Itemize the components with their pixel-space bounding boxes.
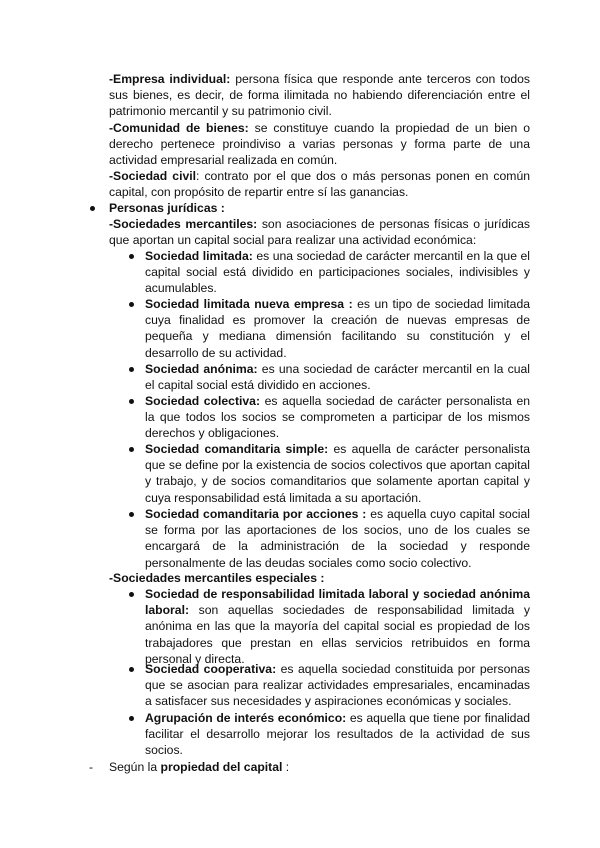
paragraph-propiedad-capital: Según la propiedad del capital : — [109, 760, 290, 774]
bullet-icon — [129, 399, 134, 404]
bullet-icon — [129, 447, 134, 452]
heading-personas-juridicas: Personas jurídicas : — [109, 201, 225, 215]
paragraph-sociedades-mercantiles: -Sociedades mercantiles: son asociaciones de personas físicas o jurídicas que aportan un capital social para realizar una actividad económica: — [109, 217, 530, 248]
list-item-sociedad-comanditaria-acciones: Sociedad comanditaria por acciones : es aquella cuyo capital social se forma por las aportaciones de los socios, uno de los cuales se encargará de la administración de la sociedad y responde personalmente de las deudas sociales como socio colectivo. — [145, 507, 530, 570]
list-item-sociedad-anonima: Sociedad anónima: es una sociedad de carácter mercantil en la cual el capital social está dividido en acciones. — [145, 362, 530, 393]
paragraph-empresa-individual: -Empresa individual: persona física que responde ante terceros con todos sus bienes, es decir, de forma ilimitada no habiendo diferenciación entre el patrimonio mercantil y su patrimonio civil. — [109, 72, 530, 119]
list-item-sociedad-cooperativa: Sociedad cooperativa: es aquella sociedad constituida por personas que se asocian para realizar actividades empresariales, encaminadas a satisfacer sus necesidades y aspiraciones económicas y sociales. — [145, 662, 530, 709]
list-item-agrupacion-interes-economico: Agrupación de interés económico: es aquella que tiene por finalidad facilitar el desarrollo mejorar los resultados de la actividad de sus socios. — [145, 711, 531, 758]
heading-sociedades-especiales: -Sociedades mercantiles especiales : — [109, 571, 325, 585]
paragraph-sociedad-civil: -Sociedad civil: contrato por el que dos o más personas ponen en común capital, con propósito de repartir entre sí las ganancias. — [109, 169, 530, 200]
bullet-icon — [129, 254, 134, 259]
dash-marker: - — [89, 760, 94, 774]
list-item-sociedad-limitada: Sociedad limitada: es una sociedad de carácter mercantil en la que el capital social está dividido en participaciones sociales, indivisibles y acumulables. — [145, 249, 530, 296]
list-item-sociedad-limitada-nueva-empresa: Sociedad limitada nueva empresa : es un tipo de sociedad limitada cuya finalidad es promover la creación de nuevas empresas de pequeña y mediana dimensión facilitando su constitución y el desarrollo de su actividad. — [145, 297, 531, 360]
bullet-icon — [129, 367, 134, 372]
list-item-sociedad-laboral: Sociedad de responsabilidad limitada laboral y sociedad anónima laboral: son aquellas sociedades de responsabilidad limitada y anónima en las que la mayoría del capital social es propiedad de los trabajadores que prestan en ellas servicios retribuidos en forma personal y directa. — [145, 587, 530, 666]
bullet-icon — [129, 592, 134, 597]
bullet-icon — [129, 716, 134, 721]
bullet-icon — [90, 206, 95, 211]
list-item-sociedad-comanditaria-simple: Sociedad comanditaria simple: es aquella de carácter personalista que se define por la existencia de socios colectivos que aportan capital y trabajo, y de socios comanditarios que solamente aportan capital y cuya responsabilidad está limitada a su aportación. — [145, 442, 531, 505]
bullet-icon — [129, 302, 134, 307]
list-item-sociedad-colectiva: Sociedad colectiva: es aquella sociedad de carácter personalista en la que todos los socios se comprometen a participar de los mismos derechos y obligaciones. — [145, 394, 530, 441]
bullet-icon — [129, 667, 134, 672]
bullet-icon — [129, 512, 134, 517]
paragraph-comunidad-bienes: -Comunidad de bienes: se constituye cuando la propiedad de un bien o derecho pertenece proindiviso a varias personas y forma parte de una actividad empresarial realizada en común. — [109, 121, 530, 168]
